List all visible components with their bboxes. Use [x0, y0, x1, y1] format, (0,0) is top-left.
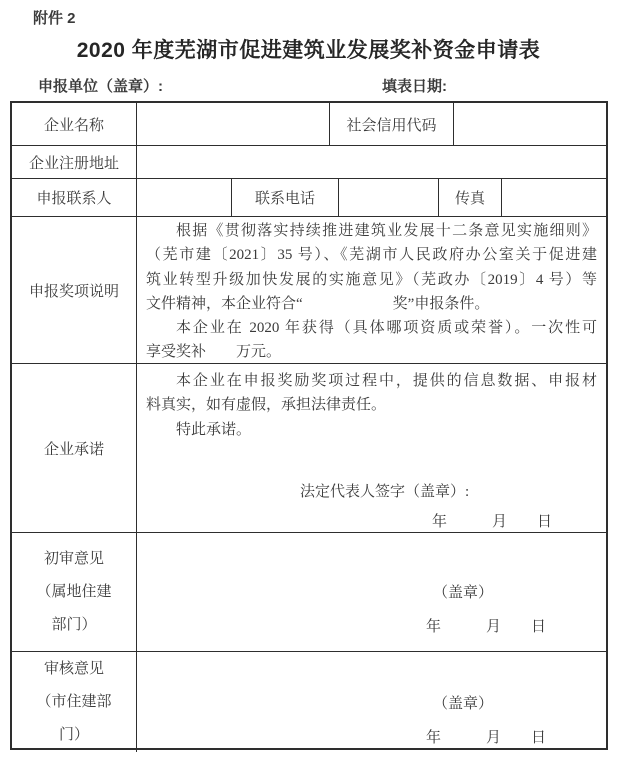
award-note-label: 申报奖项说明	[12, 217, 137, 363]
final-review-label-line: 门）	[58, 726, 89, 743]
table-row-contact	[12, 179, 606, 217]
final-review-content-cell[interactable]	[137, 652, 606, 752]
table-row-preliminary-review	[12, 533, 606, 652]
preliminary-review-date-line: 年 月 日	[426, 619, 547, 635]
table-row-final-review	[12, 652, 606, 752]
address-label: 企业注册地址	[12, 146, 137, 178]
commitment-line: 特此承诺。	[176, 421, 252, 438]
fill-date-label: 填表日期:	[382, 78, 447, 95]
table-row-commitment	[12, 364, 606, 533]
phone-input-cell[interactable]	[339, 179, 439, 216]
award-note-line: （芜市建〔2021〕35 号）、《芜湖市人民政府办公室关于促进建	[146, 247, 597, 264]
award-note-line: 本企业在 2020 年获得（具体哪项资质或荣誉）。一次性可	[176, 320, 597, 337]
commitment-line: 本企业在申报奖励奖项过程中，提供的信息数据、申报材	[176, 373, 597, 389]
preliminary-review-label-line: 初审意见	[43, 550, 104, 567]
fax-label: 传真	[439, 179, 502, 216]
award-note-line: 筑业转型升级加快发展的实施意见》（芜政办〔2019〕4 号）等	[146, 271, 597, 288]
preliminary-review-label-line: （属地住建	[36, 583, 112, 600]
award-note-line: 享受奖补 万元。	[146, 344, 282, 361]
credit-code-input-cell[interactable]	[454, 103, 606, 145]
commitment-text-cell[interactable]	[137, 364, 606, 532]
commitment-label: 企业承诺	[12, 364, 137, 532]
legal-representative-sign-label: 法定代表人签字（盖章）:	[300, 483, 470, 500]
award-note-line: 根据《贯彻落实持续推进建筑业发展十二条意见实施细则》	[176, 223, 597, 239]
company-name-label: 企业名称	[12, 103, 137, 145]
application-table	[10, 101, 608, 750]
preliminary-review-label	[12, 533, 137, 651]
contact-label: 申报联系人	[12, 179, 137, 216]
award-note-line: 文件精神，本企业符合“ 奖”申报条件。	[146, 295, 490, 312]
commitment-line: 料真实，如有虚假，承担法律责任。	[146, 397, 387, 414]
award-note-text-cell[interactable]	[137, 217, 606, 363]
form-header-line	[0, 75, 617, 97]
declare-unit-label: 申报单位（盖章）:	[38, 78, 163, 95]
contact-input-cell[interactable]	[137, 179, 232, 216]
fax-input-cell[interactable]	[502, 179, 606, 216]
final-review-seal-label: （盖章）	[433, 696, 494, 712]
attachment-label: 附件 2	[33, 10, 76, 27]
preliminary-review-content-cell[interactable]	[137, 533, 606, 651]
final-review-label-line: 审核意见	[43, 660, 104, 677]
table-row-address	[12, 146, 606, 179]
company-name-input-cell[interactable]	[137, 103, 330, 145]
preliminary-review-seal-label: （盖章）	[433, 585, 494, 601]
phone-label: 联系电话	[232, 179, 339, 216]
page-title: 2020 年度芜湖市促进建筑业发展奖补资金申请表	[76, 39, 541, 62]
table-row-award-note	[12, 217, 606, 364]
address-input-cell[interactable]	[137, 146, 606, 178]
final-review-label	[12, 652, 137, 752]
final-review-date-line: 年 月 日	[426, 730, 547, 746]
final-review-label-line: （市住建部	[36, 693, 112, 710]
commitment-date-line: 年 月 日	[432, 513, 553, 530]
credit-code-label: 社会信用代码	[330, 103, 454, 145]
table-row-company	[12, 103, 606, 146]
preliminary-review-label-line: 部门）	[51, 616, 97, 633]
